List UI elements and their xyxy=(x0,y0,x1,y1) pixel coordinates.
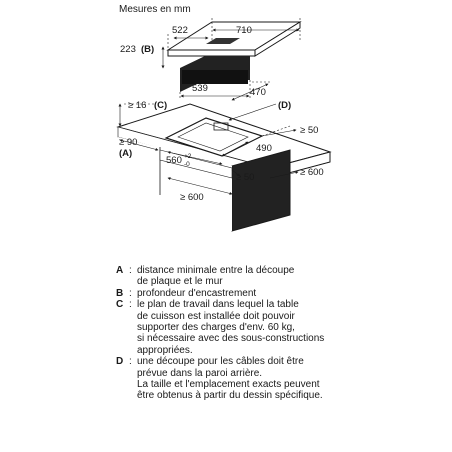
dim-cutout-depth: 490 xyxy=(256,143,272,154)
dim-min-600-bottom: ≥ 600 xyxy=(180,192,204,203)
legend-text: une découpe pour les câbles doit être xyxy=(137,356,304,368)
dim-min-50-right: ≥ 50 xyxy=(300,125,319,136)
legend-text: profondeur d'encastrement xyxy=(137,287,257,299)
legend-item-d: D : une découpe pour les câbles doit être prévue dans la paroi arrière. La taille et l'emplacement exacts peuvent être obtenus à partir du dessin spécifique. xyxy=(116,356,446,402)
dim-tol-plus: +2 xyxy=(184,153,192,160)
legend-key: A xyxy=(116,265,124,276)
legend-text: être obtenus à partir du dessin spécifique. xyxy=(137,390,323,402)
legend-item-c: C : le plan de travail dans lequel la table de cuisson est installée doit pouvoir supporter des charges d'env. 60 kg, si nécessaire avec des sous-constructions appropriées. xyxy=(116,299,446,356)
dim-min-50-mid: ≥ 50 xyxy=(236,172,255,183)
legend-key: B xyxy=(116,287,124,299)
dim-tol-minus: -0 xyxy=(184,161,190,168)
dim-min-16: ≥ 16 xyxy=(128,100,147,111)
dim-min-90-ref: (A) xyxy=(119,148,133,159)
legend-text: appropriées. xyxy=(137,344,193,356)
dim-cutout-width: 560 xyxy=(166,155,182,166)
dim-hob-height-ref: (B) xyxy=(141,44,155,55)
legend-item-b: B : profondeur d'encastrement xyxy=(116,288,446,299)
legend-text: La taille et l'emplacement exacts peuvent xyxy=(137,379,320,391)
dim-cutout-width-small: 539 xyxy=(192,83,208,94)
dim-hob-width: 710 xyxy=(236,25,252,36)
dim-cable-ref: (D) xyxy=(278,100,292,111)
dim-cutout-depth-small: 470 xyxy=(250,87,266,98)
legend-text: si nécessaire avec des sous-constructions xyxy=(137,333,325,345)
dim-min-600-right: ≥ 600 xyxy=(300,167,324,178)
dim-hob-height: 223 xyxy=(120,44,136,55)
dim-min-16-ref: (C) xyxy=(154,100,168,111)
diagram-title: Mesures en mm xyxy=(119,4,191,15)
legend-key: D xyxy=(116,356,124,368)
legend-text: le plan de travail dans lequel la table xyxy=(137,299,299,311)
legend-key: C xyxy=(116,299,124,311)
legend-text: supporter des charges d'env. 60 kg, xyxy=(137,322,295,334)
legend-item-a: A : distance minimale entre la découpe de plaque et le mur xyxy=(116,265,446,288)
legend-text: distance minimale entre la découpe xyxy=(137,265,295,276)
legend-text: de cuisson est installée doit pouvoir xyxy=(137,310,295,322)
legend-text: prévue dans la paroi arrière. xyxy=(137,367,263,379)
legend-text: de plaque et le mur xyxy=(137,276,223,288)
dim-min-90: ≥ 90 xyxy=(119,137,138,148)
legend xyxy=(116,265,446,402)
cabinet-drawing xyxy=(118,104,330,231)
dim-hob-depth: 522 xyxy=(172,25,188,36)
